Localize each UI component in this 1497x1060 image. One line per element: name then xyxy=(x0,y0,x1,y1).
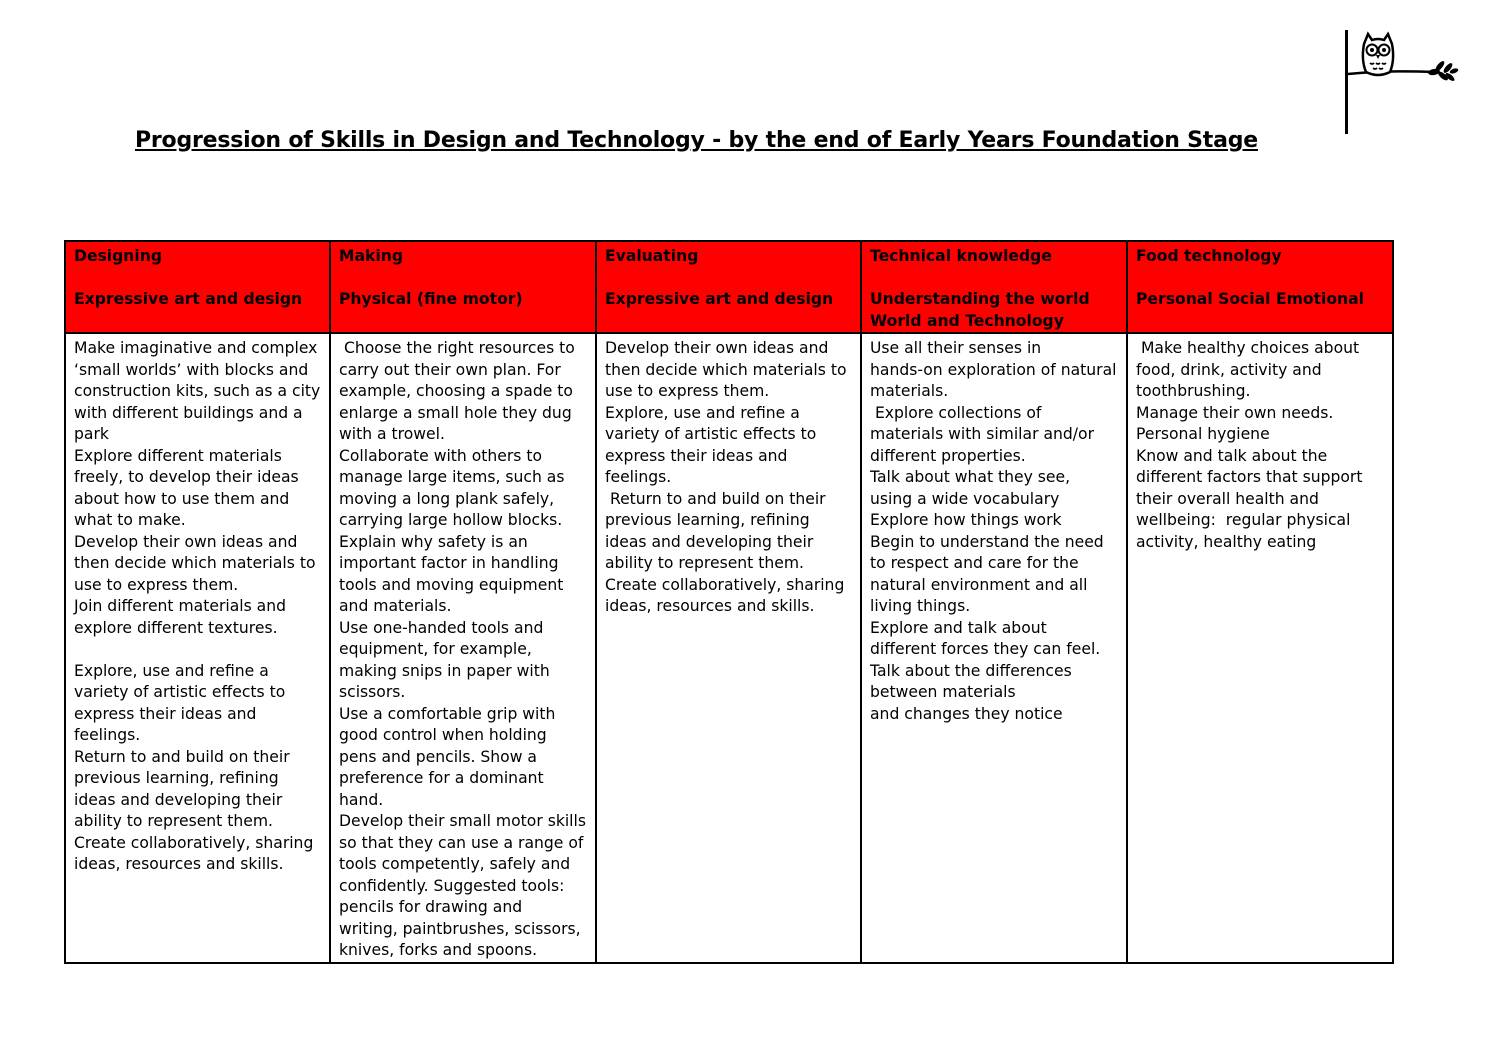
cell-text-line: Develop their own ideas and xyxy=(605,339,829,357)
cell-text-line: with a trowel. xyxy=(339,425,445,443)
cell-text-line: ‘small worlds’ with blocks and xyxy=(74,360,309,379)
cell-making xyxy=(330,333,596,963)
column-area: Expressive art and design xyxy=(74,290,303,308)
cell-text-line: what to make. xyxy=(74,511,186,529)
cell-text-line: Talk about what they see, xyxy=(870,468,1071,486)
cell-text-line: Use one-handed tools and xyxy=(339,618,544,637)
cell-text-line: important factor in handling xyxy=(339,554,559,572)
cell-text-line: Personal hygiene xyxy=(1136,425,1270,443)
cell-text-line: different properties. xyxy=(870,446,1026,465)
cell-text-line: Choose the right resources to xyxy=(339,339,575,357)
cell-text-line: living things. xyxy=(870,597,971,615)
cell-text-line: ideas and developing their xyxy=(74,790,283,809)
cell-text-line: Know and talk about the xyxy=(1136,446,1328,465)
cell-text-line: toothbrushing. xyxy=(1136,382,1251,400)
cell-text-line: Explore different materials xyxy=(74,446,282,465)
cell-text-line: Create collaboratively, sharing xyxy=(605,575,845,594)
cell-text-line: feelings. xyxy=(605,468,672,486)
cell-text-line: Return to and build on their xyxy=(74,747,290,766)
cell-text-line: ideas, resources and skills. xyxy=(605,597,815,615)
cell-text-line: use to express them. xyxy=(74,575,239,594)
cell-text-line: example, choosing a spade to xyxy=(339,382,573,400)
cell-text-line: freely, to develop their ideas xyxy=(74,468,299,486)
cell-text-line: equipment, for example, xyxy=(339,640,532,658)
header-making xyxy=(330,241,596,333)
cell-text-line: Explain why safety is an xyxy=(339,532,528,551)
cell-text-line: and changes they notice xyxy=(870,704,1063,723)
cell-text-line: natural environment and all xyxy=(870,575,1088,594)
cell-text-line: then decide which materials to xyxy=(74,554,316,572)
column-area: Expressive art and design xyxy=(605,290,834,308)
page-title: Progression of Skills in Design and Technology - by the end of Early Years Foundation Stage xyxy=(134,128,1259,153)
owl-on-branch-icon xyxy=(1340,30,1460,136)
cell-text-line: Return to and build on their xyxy=(605,489,826,508)
header-technical-knowledge xyxy=(861,241,1127,333)
cell-text-line: ability to represent them. xyxy=(74,812,273,830)
cell-text-line: carry out their own plan. For xyxy=(339,360,561,379)
header-evaluating xyxy=(596,241,861,333)
cell-text-line: Make healthy choices about xyxy=(1136,339,1360,357)
cell-text-line: Explore, use and refine a xyxy=(74,661,269,680)
cell-text-line: Use all their senses in xyxy=(870,339,1042,357)
cell-text-line: Talk about the differences xyxy=(870,661,1072,680)
cell-designing xyxy=(65,333,330,963)
cell-text-line: ability to represent them. xyxy=(605,554,804,572)
cell-text-line: Make imaginative and complex xyxy=(74,339,318,357)
table-header-row xyxy=(65,241,1393,333)
cell-text-line: materials. xyxy=(870,382,949,400)
cell-text-line: express their ideas and xyxy=(74,704,257,723)
cell-text-line: construction kits, such as a city xyxy=(74,382,321,400)
column-heading: Designing xyxy=(74,247,163,265)
cell-text-line: making snips in paper with xyxy=(339,661,550,680)
cell-text-line: use to express them. xyxy=(605,382,770,400)
cell-text-line: feelings. xyxy=(74,726,141,744)
cell-text-line: wellbeing: regular physical xyxy=(1136,511,1351,529)
cell-text-line: moving a long plank safely, xyxy=(339,489,555,508)
cell-text-line: tools and moving equipment xyxy=(339,575,564,594)
cell-text-line: using a wide vocabulary xyxy=(870,489,1060,508)
table-body-row xyxy=(65,333,1393,963)
cell-text-line: Collaborate with others to xyxy=(339,446,543,465)
cell-text-line: Explore collections of xyxy=(870,403,1042,422)
cell-text-line: their overall health and xyxy=(1136,489,1319,508)
cell-text-line: food, drink, activity and xyxy=(1136,360,1322,379)
cell-text-line: good control when holding xyxy=(339,726,547,744)
cell-text-line: Join different materials and xyxy=(74,597,287,615)
cell-text-line: with different buildings and a xyxy=(74,403,303,422)
cell-text-line: explore different textures. xyxy=(74,618,278,637)
cell-text-line: carrying large hollow blocks. xyxy=(339,511,563,529)
column-heading: Technical knowledge xyxy=(870,247,1052,265)
cell-text-line: enlarge a small hole they dug xyxy=(339,403,572,422)
cell-text-line: materials with similar and/or xyxy=(870,425,1094,443)
cell-text-line: hand. xyxy=(339,790,384,809)
cell-text-line: Explore and talk about xyxy=(870,618,1047,637)
cell-text-line: hands-on exploration of natural xyxy=(870,360,1117,379)
cell-text-line: scissors. xyxy=(339,683,406,701)
cell-text-line: then decide which materials to xyxy=(605,360,847,379)
cell-text-line: activity, healthy eating xyxy=(1136,532,1317,551)
column-heading: Food technology xyxy=(1136,247,1282,265)
header-food-technology xyxy=(1127,241,1393,333)
cell-text-line: ideas and developing their xyxy=(605,532,814,551)
column-area: Understanding the world World and Technology xyxy=(870,290,1090,330)
cell-text-line: Create collaboratively, sharing xyxy=(74,833,314,852)
column-area: Physical (fine motor) xyxy=(339,290,523,308)
cell-text-line: confidently. Suggested tools: xyxy=(339,876,565,895)
cell-text-line: and materials. xyxy=(339,597,452,615)
column-area: Personal Social Emotional xyxy=(1136,290,1365,308)
cell-text-line: manage large items, such as xyxy=(339,468,565,486)
cell-text-line: preference for a dominant xyxy=(339,769,544,787)
cell-food-technology xyxy=(1127,333,1393,963)
cell-text-line: writing, paintbrushes, scissors, xyxy=(339,919,581,938)
cell-text-line: express their ideas and xyxy=(605,446,788,465)
cell-text-line: different factors that support xyxy=(1136,468,1363,486)
cell-text-line: Develop their own ideas and xyxy=(74,532,298,551)
cell-text-line: park xyxy=(74,425,109,443)
cell-text-line: ideas, resources and skills. xyxy=(74,855,284,873)
cell-text-line: variety of artistic effects to xyxy=(74,683,286,701)
cell-text-line: Manage their own needs. xyxy=(1136,403,1334,422)
column-heading: Evaluating xyxy=(605,247,699,265)
skills-table xyxy=(64,240,1394,964)
cell-technical-knowledge xyxy=(861,333,1127,963)
cell-text-line: pencils for drawing and xyxy=(339,898,523,916)
cell-text-line: variety of artistic effects to xyxy=(605,425,817,443)
cell-text-line: previous learning, refining xyxy=(74,769,279,787)
cell-text-line: knives, forks and spoons. xyxy=(339,941,538,959)
blank-line xyxy=(74,639,321,661)
cell-text-line: Explore how things work xyxy=(870,511,1062,529)
cell-text-line: about how to use them and xyxy=(74,489,290,508)
cell-text-line: different forces they can feel. xyxy=(870,640,1101,658)
cell-text-line: Use a comfortable grip with xyxy=(339,704,556,723)
cell-text-line: so that they can use a range of xyxy=(339,833,584,852)
cell-text-line: Develop their small motor skills xyxy=(339,812,586,830)
cell-text-line: to respect and care for the xyxy=(870,554,1079,572)
cell-evaluating xyxy=(596,333,861,963)
cell-text-line: between materials xyxy=(870,683,1016,701)
cell-text-line: Begin to understand the need xyxy=(870,532,1104,551)
cell-text-line: Explore, use and refine a xyxy=(605,403,800,422)
cell-text-line: pens and pencils. Show a xyxy=(339,747,537,766)
cell-text-line: previous learning, refining xyxy=(605,511,810,529)
cell-text-line: tools competently, safely and xyxy=(339,855,571,873)
header-designing xyxy=(65,241,330,333)
column-heading: Making xyxy=(339,247,404,265)
